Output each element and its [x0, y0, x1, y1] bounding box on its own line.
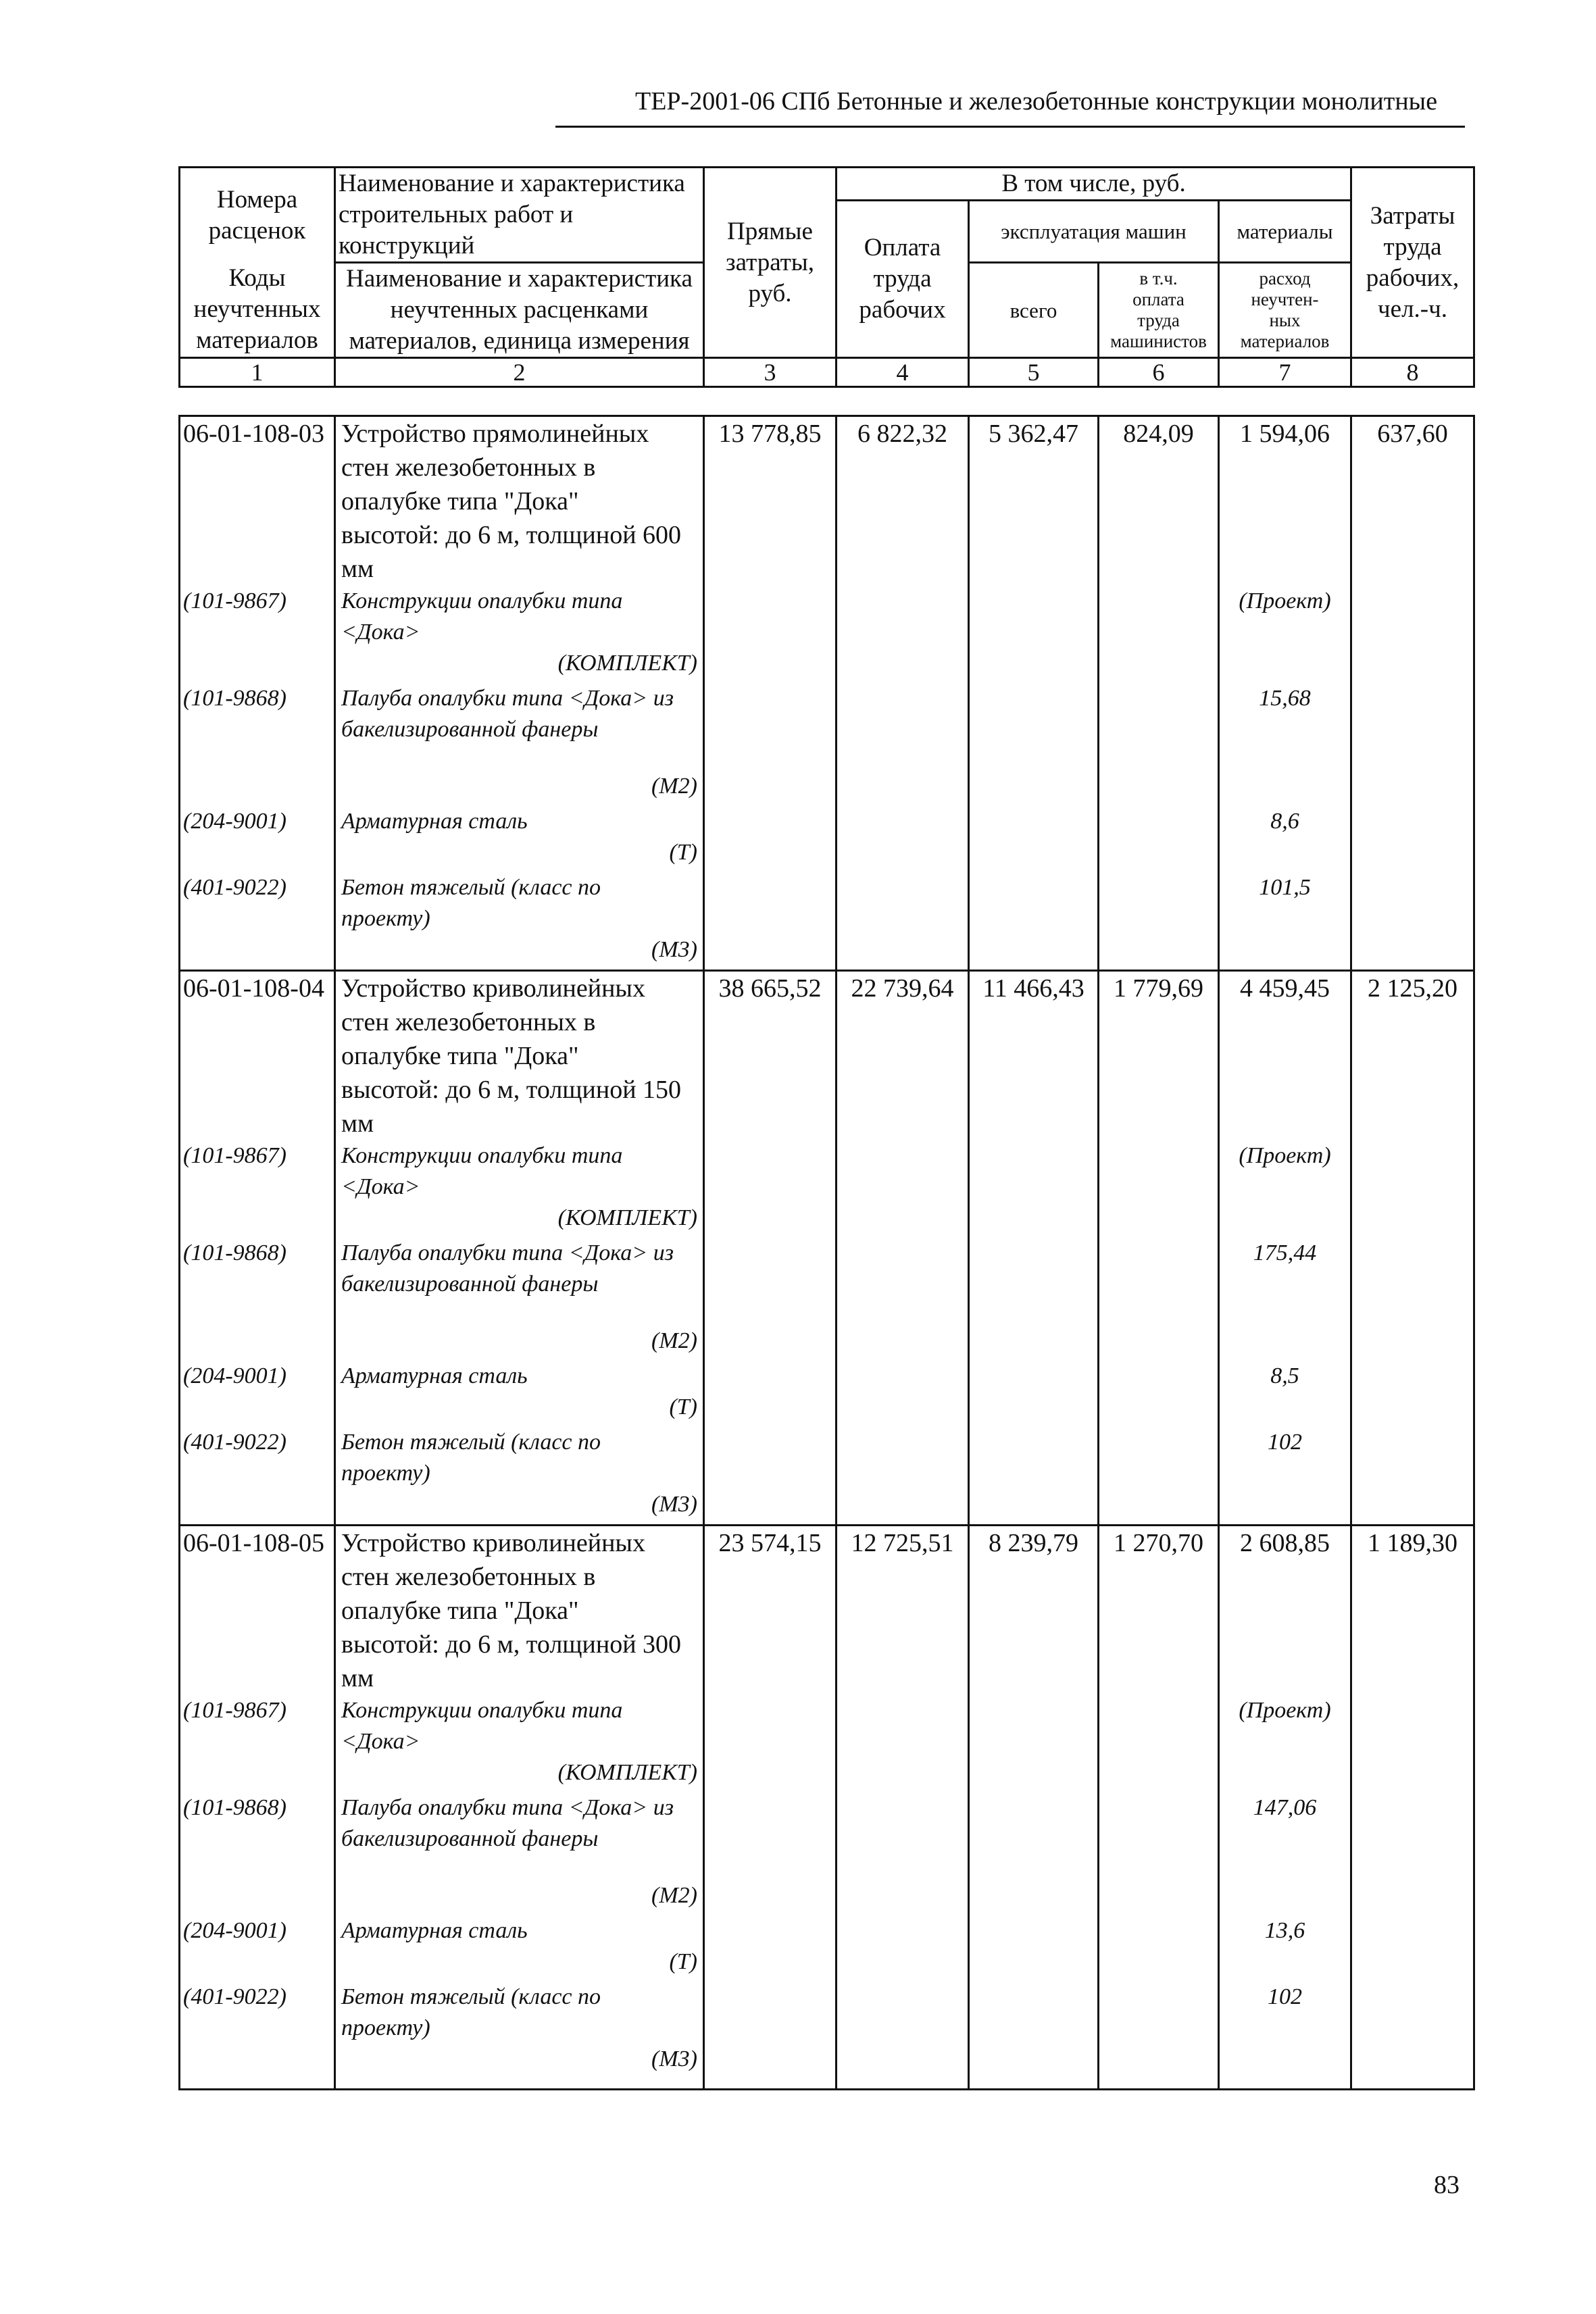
empty-cell [1351, 1238, 1474, 1361]
empty-cell [969, 1427, 1099, 1526]
machinist-labor-cost: 824,09 [1099, 416, 1219, 586]
header-group-materials: материалы [1219, 201, 1351, 263]
material-name-line: проекту) [341, 906, 430, 931]
rate-name-line: высотой: до 6 м, толщиной 600 [341, 521, 682, 549]
material-unit: (КОМПЛЕКТ) [557, 1760, 697, 1785]
table-row [180, 971, 1474, 1141]
empty-cell [837, 1427, 969, 1526]
empty-cell [704, 1695, 837, 1792]
material-code: (101-9868) [180, 1238, 335, 1361]
page-number: 83 [1434, 2171, 1460, 2199]
material-name-line: Арматурная сталь [341, 1363, 528, 1388]
empty-cell [837, 1982, 969, 2090]
empty-cell [1351, 683, 1474, 806]
header-col6: в т.ч. оплата труда машинистов [1099, 263, 1219, 358]
material-quantity: (Проект) [1219, 1695, 1351, 1792]
rate-name [335, 1526, 704, 1696]
empty-cell [1099, 683, 1219, 806]
material-code: (101-9868) [180, 1792, 335, 1915]
header-col8: Затраты труда рабочих, чел.-ч. [1351, 168, 1474, 358]
empty-cell [704, 586, 837, 683]
material-name-line: бакелизированной фанеры [341, 1826, 599, 1851]
material-quantity: 15,68 [1219, 683, 1351, 806]
material-row [180, 806, 1474, 872]
empty-cell [704, 683, 837, 806]
material-unit: (М2) [651, 774, 697, 799]
header-col2-top: Наименование и характеристика строительных работ и конструкций [335, 168, 704, 263]
header-col5: всего [969, 263, 1099, 358]
rate-name-line: Устройство прямолинейных [341, 420, 649, 448]
material-code: (101-9867) [180, 586, 335, 683]
material-row [180, 1140, 1474, 1238]
empty-cell [969, 1361, 1099, 1427]
material-unit: (Т) [669, 840, 697, 865]
header-number-1: 1 [180, 358, 335, 387]
empty-cell [1099, 1982, 1219, 2090]
rate-name-line: мм [341, 1109, 374, 1138]
empty-cell [1351, 1982, 1474, 2090]
material-name-line: Конструкции опалубки типа [341, 1143, 623, 1168]
empty-cell [1351, 1915, 1474, 1982]
labor-hours: 1 189,30 [1351, 1526, 1474, 1696]
material-code: (101-9867) [180, 1695, 335, 1792]
header-number-5: 5 [969, 358, 1099, 387]
header-col2-bottom: Наименование и характеристика неучтенных расценками материалов, единица измерения [335, 263, 704, 358]
rate-name-line: высотой: до 6 м, толщиной 300 [341, 1630, 682, 1659]
empty-cell [969, 1140, 1099, 1238]
empty-cell [1351, 586, 1474, 683]
empty-cell [1099, 1140, 1219, 1238]
material-name [335, 1695, 704, 1792]
labor-cost: 22 739,64 [837, 971, 969, 1141]
material-name [335, 1238, 704, 1361]
empty-cell [1099, 1695, 1219, 1792]
empty-cell [837, 806, 969, 872]
material-name [335, 872, 704, 971]
material-unit: (М3) [651, 2046, 697, 2071]
empty-cell [1099, 872, 1219, 971]
empty-cell [969, 1915, 1099, 1982]
header-number-7: 7 [1219, 358, 1351, 387]
empty-cell [837, 586, 969, 683]
header-table [178, 166, 1475, 388]
machine-cost-total: 11 466,43 [969, 971, 1099, 1141]
empty-cell [704, 1915, 837, 1982]
empty-cell [704, 1361, 837, 1427]
empty-cell [969, 586, 1099, 683]
rates-table [178, 415, 1475, 2090]
header-number-6: 6 [1099, 358, 1219, 387]
material-name [335, 806, 704, 872]
empty-cell [1099, 586, 1219, 683]
empty-cell [837, 1238, 969, 1361]
material-row [180, 1695, 1474, 1792]
material-name-line: Палуба опалубки типа <Дока> из [341, 1795, 674, 1820]
material-name [335, 1427, 704, 1526]
machinist-labor-cost: 1 779,69 [1099, 971, 1219, 1141]
material-name-line: Арматурная сталь [341, 809, 528, 834]
material-name-line: бакелизированной фанеры [341, 717, 599, 742]
empty-cell [704, 806, 837, 872]
empty-cell [969, 872, 1099, 971]
material-quantity: 102 [1219, 1427, 1351, 1526]
rate-name [335, 416, 704, 586]
table-row [180, 1526, 1474, 1696]
material-name [335, 1792, 704, 1915]
material-name [335, 1982, 704, 2090]
empty-cell [704, 1140, 837, 1238]
title-rule [555, 126, 1465, 128]
material-name-line: <Дока> [341, 620, 420, 645]
material-quantity: 175,44 [1219, 1238, 1351, 1361]
material-name-line: Бетон тяжелый (класс по [341, 875, 601, 900]
material-name-line: Палуба опалубки типа <Дока> из [341, 686, 674, 711]
material-name [335, 1361, 704, 1427]
material-name-line: проекту) [341, 2015, 430, 2040]
rate-code: 06-01-108-03 [180, 416, 335, 586]
machine-cost-total: 5 362,47 [969, 416, 1099, 586]
empty-cell [837, 1361, 969, 1427]
material-quantity: 8,5 [1219, 1361, 1351, 1427]
rate-name-line: стен железобетонных в [341, 1008, 596, 1036]
empty-cell [1351, 806, 1474, 872]
rate-name-line: опалубке типа "Дока" [341, 1596, 579, 1625]
material-code: (101-9868) [180, 683, 335, 806]
material-row [180, 1915, 1474, 1982]
material-name-line: Бетон тяжелый (класс по [341, 1430, 601, 1455]
empty-cell [1351, 1695, 1474, 1792]
material-quantity: 8,6 [1219, 806, 1351, 872]
material-code: (204-9001) [180, 1915, 335, 1982]
labor-hours: 637,60 [1351, 416, 1474, 586]
empty-cell [1099, 806, 1219, 872]
material-row [180, 586, 1474, 683]
material-name [335, 1140, 704, 1238]
header-group-including: В том числе, руб. [837, 168, 1351, 201]
material-code: (401-9022) [180, 872, 335, 971]
empty-cell [1099, 1427, 1219, 1526]
empty-cell [837, 1695, 969, 1792]
material-quantity: (Проект) [1219, 586, 1351, 683]
direct-cost: 13 778,85 [704, 416, 837, 586]
material-row [180, 872, 1474, 971]
material-name-line: Конструкции опалубки типа [341, 1698, 623, 1723]
empty-cell [969, 1982, 1099, 2090]
header-number-4: 4 [837, 358, 969, 387]
empty-cell [1099, 1361, 1219, 1427]
empty-cell [1351, 872, 1474, 971]
header-group-machines: эксплуатация машин [969, 201, 1219, 263]
material-unit: (М2) [651, 1883, 697, 1908]
material-name [335, 683, 704, 806]
empty-cell [1351, 1361, 1474, 1427]
material-unit: (М3) [651, 1492, 697, 1517]
header-number-3: 3 [704, 358, 837, 387]
materials-cost: 2 608,85 [1219, 1526, 1351, 1696]
direct-cost: 38 665,52 [704, 971, 837, 1141]
material-code: (401-9022) [180, 1982, 335, 2090]
header-number-2: 2 [335, 358, 704, 387]
header-col1-bottom: Коды неучтенных материалов [180, 263, 335, 358]
empty-cell [837, 872, 969, 971]
material-name-line: <Дока> [341, 1174, 420, 1199]
material-name-line: проекту) [341, 1461, 430, 1486]
empty-cell [837, 683, 969, 806]
empty-cell [704, 1792, 837, 1915]
empty-cell [969, 1238, 1099, 1361]
material-row [180, 1792, 1474, 1915]
material-name-line: Бетон тяжелый (класс по [341, 1984, 601, 2009]
empty-cell [1099, 1238, 1219, 1361]
empty-cell [1351, 1140, 1474, 1238]
header-col4: Оплата труда рабочих [837, 201, 969, 358]
material-row [180, 1427, 1474, 1526]
empty-cell [969, 1695, 1099, 1792]
rate-name-line: опалубке типа "Дока" [341, 1042, 579, 1070]
header-col1-top: Номера расценок [180, 168, 335, 263]
material-unit: (М2) [651, 1328, 697, 1353]
material-row [180, 1361, 1474, 1427]
header-number-8: 8 [1351, 358, 1474, 387]
material-unit: (М3) [651, 937, 697, 962]
empty-cell [1351, 1427, 1474, 1526]
material-code: (401-9022) [180, 1427, 335, 1526]
machine-cost-total: 8 239,79 [969, 1526, 1099, 1696]
empty-cell [969, 1792, 1099, 1915]
material-unit: (КОМПЛЕКТ) [557, 1205, 697, 1230]
material-quantity: (Проект) [1219, 1140, 1351, 1238]
material-code: (101-9867) [180, 1140, 335, 1238]
material-unit: (Т) [669, 1394, 697, 1419]
empty-cell [704, 872, 837, 971]
material-quantity: 101,5 [1219, 872, 1351, 971]
material-name-line: <Дока> [341, 1729, 420, 1754]
material-name-line: Арматурная сталь [341, 1918, 528, 1943]
rate-name-line: Устройство криволинейных [341, 974, 645, 1003]
materials-cost: 4 459,45 [1219, 971, 1351, 1141]
empty-cell [837, 1915, 969, 1982]
direct-cost: 23 574,15 [704, 1526, 837, 1696]
empty-cell [704, 1982, 837, 2090]
running-title: ТЕР-2001-06 СПб Бетонные и железобетонные конструкции монолитные [635, 87, 1438, 116]
table-row [180, 416, 1474, 586]
material-code: (204-9001) [180, 806, 335, 872]
material-row [180, 1238, 1474, 1361]
rate-name-line: опалубке типа "Дока" [341, 487, 579, 515]
empty-cell [969, 683, 1099, 806]
rate-name-line: высотой: до 6 м, толщиной 150 [341, 1076, 682, 1104]
empty-cell [1099, 1915, 1219, 1982]
material-row [180, 1982, 1474, 2090]
empty-cell [1099, 1792, 1219, 1915]
material-name-line: бакелизированной фанеры [341, 1272, 599, 1297]
materials-cost: 1 594,06 [1219, 416, 1351, 586]
rate-code: 06-01-108-04 [180, 971, 335, 1141]
labor-cost: 12 725,51 [837, 1526, 969, 1696]
rate-name-line: стен железобетонных в [341, 1563, 596, 1591]
material-name [335, 586, 704, 683]
material-name-line: Палуба опалубки типа <Дока> из [341, 1240, 674, 1265]
empty-cell [704, 1238, 837, 1361]
material-code: (204-9001) [180, 1361, 335, 1427]
rate-name-line: мм [341, 555, 374, 583]
rate-name [335, 971, 704, 1141]
machinist-labor-cost: 1 270,70 [1099, 1526, 1219, 1696]
material-unit: (Т) [669, 1949, 697, 1974]
labor-cost: 6 822,32 [837, 416, 969, 586]
rate-code: 06-01-108-05 [180, 1526, 335, 1696]
rate-name-line: Устройство криволинейных [341, 1529, 645, 1557]
material-quantity: 102 [1219, 1982, 1351, 2090]
material-name-line: Конструкции опалубки типа [341, 588, 623, 613]
material-name [335, 1915, 704, 1982]
rate-name-line: мм [341, 1664, 374, 1692]
empty-cell [837, 1140, 969, 1238]
material-row [180, 683, 1474, 806]
material-quantity: 13,6 [1219, 1915, 1351, 1982]
header-col7: расход неучтен- ных материалов [1219, 263, 1351, 358]
material-unit: (КОМПЛЕКТ) [557, 651, 697, 676]
rate-name-line: стен железобетонных в [341, 453, 596, 482]
material-quantity: 147,06 [1219, 1792, 1351, 1915]
empty-cell [704, 1427, 837, 1526]
empty-cell [837, 1792, 969, 1915]
empty-cell [969, 806, 1099, 872]
header-col3: Прямые затраты, руб. [704, 168, 837, 358]
labor-hours: 2 125,20 [1351, 971, 1474, 1141]
empty-cell [1351, 1792, 1474, 1915]
